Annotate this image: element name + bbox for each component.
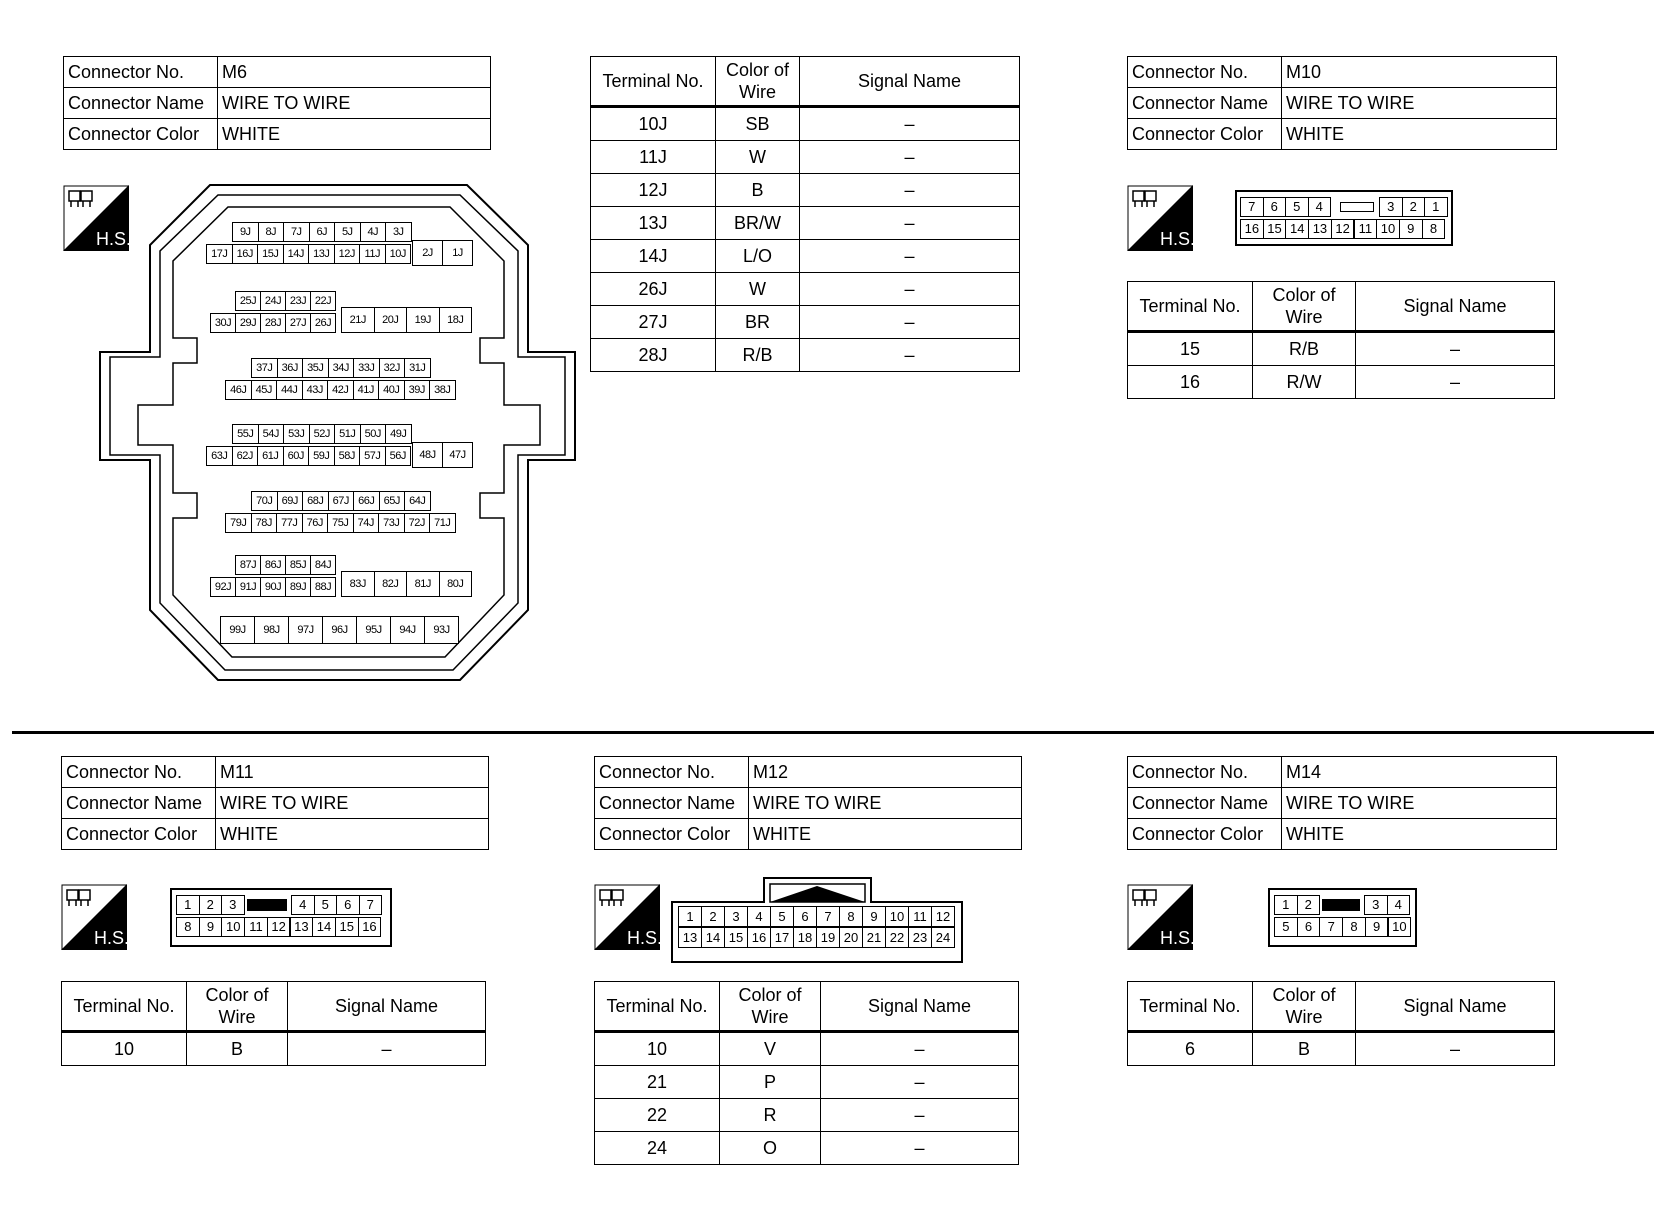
- wire-color-cell: BR/W: [716, 207, 800, 240]
- terminal-pin: 6: [1263, 197, 1287, 217]
- terminal-pin: 9: [862, 906, 886, 927]
- connector-color-label: Connector Color: [62, 819, 216, 850]
- terminal-pin: 2: [1402, 197, 1426, 217]
- terminal-pin: 74J: [353, 513, 380, 533]
- terminal-pin: 5: [1285, 197, 1309, 217]
- terminal-pin: 4: [1387, 895, 1411, 915]
- terminal-row: [1128, 366, 1555, 399]
- terminal-pin: 37J: [251, 358, 278, 378]
- signal-name-cell: –: [288, 1032, 486, 1066]
- terminal-no-header: Terminal No.: [1128, 282, 1253, 332]
- terminal-pin: 15: [335, 917, 359, 937]
- terminal-pin: 17: [770, 927, 794, 948]
- terminal-pin: 73J: [378, 513, 405, 533]
- terminal-row: [1128, 332, 1555, 366]
- terminal-pin: 83J: [341, 571, 375, 597]
- terminal-pin: 8: [1422, 219, 1446, 239]
- terminal-no-cell: 14J: [591, 240, 716, 273]
- terminal-row: [591, 306, 1020, 339]
- signal-name-cell: –: [821, 1066, 1019, 1099]
- terminal-pin: 79J: [225, 513, 252, 533]
- terminal-pin: 22: [885, 927, 909, 948]
- signal-name-cell: –: [821, 1132, 1019, 1165]
- terminal-pin: 65J: [379, 491, 406, 511]
- terminal-pin: 40J: [378, 380, 405, 400]
- terminal-pin: 31J: [404, 358, 431, 378]
- terminal-pin: 1: [678, 906, 702, 927]
- connector-name-label: Connector Name: [595, 788, 749, 819]
- connector-name-value: WIRE TO WIRE: [1282, 788, 1557, 819]
- harness-side-icon: [61, 884, 130, 950]
- terminal-row: [591, 174, 1020, 207]
- terminal-pin: 10J: [385, 244, 412, 264]
- m6-info-table: [63, 56, 491, 150]
- terminal-pin: 36J: [277, 358, 304, 378]
- terminal-pin: 12: [267, 917, 291, 937]
- terminal-row: [62, 1032, 486, 1066]
- connector-color-label: Connector Color: [595, 819, 749, 850]
- m12-info-table: [594, 756, 1022, 850]
- wire-color-cell: P: [720, 1066, 821, 1099]
- connector-color-value: WHITE: [1282, 819, 1557, 850]
- terminal-pin: 18: [793, 927, 817, 948]
- terminal-pin: 4J: [360, 222, 387, 242]
- terminal-row: [595, 1032, 1019, 1066]
- signal-name-header: Signal Name: [800, 57, 1020, 107]
- terminal-pin: 7J: [283, 222, 310, 242]
- terminal-pin: 96J: [322, 616, 357, 644]
- terminal-pin: 89J: [285, 577, 311, 597]
- connector-name-value: WIRE TO WIRE: [218, 88, 491, 119]
- terminal-no-cell: 12J: [591, 174, 716, 207]
- terminal-pin: 70J: [251, 491, 278, 511]
- terminal-pin: 43J: [302, 380, 329, 400]
- terminal-pin: 15J: [257, 244, 284, 264]
- terminal-pin: 14: [312, 917, 336, 937]
- terminal-pin: 16: [747, 927, 771, 948]
- terminal-pin: 7: [1240, 197, 1264, 217]
- terminal-no-cell: 10: [595, 1032, 720, 1066]
- terminal-pin: 69J: [277, 491, 304, 511]
- terminal-pin: 1: [1424, 197, 1448, 217]
- terminal-pin: 30J: [210, 313, 236, 333]
- terminal-pin: 13: [1308, 219, 1332, 239]
- connector-no-value: M11: [216, 757, 489, 788]
- wire-color-cell: W: [716, 273, 800, 306]
- terminal-no-cell: 13J: [591, 207, 716, 240]
- terminal-pin: 22J: [310, 291, 336, 311]
- terminal-pin: 86J: [260, 555, 286, 575]
- terminal-no-header: Terminal No.: [595, 982, 720, 1032]
- terminal-pin: 7: [359, 895, 383, 915]
- terminal-pin: 77J: [276, 513, 303, 533]
- harness-side-icon: [1127, 185, 1196, 251]
- terminal-pin: 44J: [276, 380, 303, 400]
- terminal-pin: 3: [1379, 197, 1403, 217]
- signal-name-cell: –: [800, 240, 1020, 273]
- terminal-pin: 19J: [406, 307, 440, 333]
- connector-no-label: Connector No.: [1128, 57, 1282, 88]
- terminal-pin: 10: [1388, 917, 1412, 937]
- terminal-pin: 91J: [235, 577, 261, 597]
- m10-info-table: [1127, 56, 1557, 150]
- terminal-no-cell: 26J: [591, 273, 716, 306]
- terminal-pin: 7: [816, 906, 840, 927]
- terminal-pin: 47J: [442, 442, 473, 468]
- connector-no-value: M6: [218, 57, 491, 88]
- terminal-pin: 3: [1364, 895, 1388, 915]
- wire-color-cell: B: [1253, 1032, 1356, 1066]
- terminal-pin: 2: [1297, 895, 1321, 915]
- terminal-pin: 21J: [341, 307, 375, 333]
- m12-terminal-table: [594, 981, 1019, 1165]
- terminal-pin: 51J: [334, 424, 361, 444]
- connector-no-value: M14: [1282, 757, 1557, 788]
- terminal-pin: 27J: [285, 313, 311, 333]
- terminal-pin: 35J: [302, 358, 329, 378]
- connector-name-label: Connector Name: [62, 788, 216, 819]
- connector-name-label: Connector Name: [64, 88, 218, 119]
- terminal-row: [595, 1066, 1019, 1099]
- terminal-pin: 61J: [257, 446, 284, 466]
- terminal-pin: 8: [176, 917, 200, 937]
- terminal-pin: 38J: [429, 380, 456, 400]
- terminal-pin: 3J: [385, 222, 412, 242]
- terminal-pin: 34J: [328, 358, 355, 378]
- key-slot: [1322, 899, 1360, 911]
- terminal-pin: 5: [1274, 917, 1298, 937]
- connector-color-value: WHITE: [749, 819, 1022, 850]
- m14-info-table: [1127, 756, 1557, 850]
- m11-terminal-table: [61, 981, 486, 1066]
- terminal-pin: 24: [931, 927, 955, 948]
- terminal-pin: 23: [908, 927, 932, 948]
- terminal-pin: 32J: [379, 358, 406, 378]
- connector-color-label: Connector Color: [1128, 819, 1282, 850]
- terminal-pin: 3: [724, 906, 748, 927]
- terminal-pin: 59J: [308, 446, 335, 466]
- terminal-pin: 11: [244, 917, 268, 937]
- wire-color-header: Color of Wire: [1253, 282, 1356, 332]
- terminal-row: [591, 273, 1020, 306]
- terminal-pin: 68J: [302, 491, 329, 511]
- terminal-pin: 1: [176, 895, 200, 915]
- terminal-pin: 13: [678, 927, 702, 948]
- terminal-pin: 84J: [310, 555, 336, 575]
- connector-name-value: WIRE TO WIRE: [1282, 88, 1557, 119]
- connector-color-label: Connector Color: [1128, 119, 1282, 150]
- terminal-pin: 26J: [310, 313, 336, 333]
- hs-label: H.S.: [96, 229, 132, 249]
- terminal-no-cell: 22: [595, 1099, 720, 1132]
- terminal-pin: 18J: [439, 307, 473, 333]
- terminal-pin: 6: [1297, 917, 1321, 937]
- terminal-pin: 72J: [404, 513, 431, 533]
- terminal-pin: 80J: [439, 571, 473, 597]
- terminal-pin: 49J: [385, 424, 412, 444]
- terminal-row: [591, 141, 1020, 174]
- terminal-pin: 99J: [220, 616, 255, 644]
- connector-no-value: M12: [749, 757, 1022, 788]
- terminal-pin: 85J: [285, 555, 311, 575]
- terminal-pin: 11J: [359, 244, 386, 264]
- terminal-pin: 97J: [288, 616, 323, 644]
- terminal-pin: 63J: [206, 446, 233, 466]
- terminal-pin: 2J: [412, 240, 443, 266]
- connector-no-label: Connector No.: [595, 757, 749, 788]
- wire-color-cell: B: [716, 174, 800, 207]
- wire-color-header: Color of Wire: [720, 982, 821, 1032]
- hs-label: H.S.: [1160, 928, 1196, 948]
- signal-name-header: Signal Name: [1356, 282, 1555, 332]
- terminal-pin: 12J: [334, 244, 361, 264]
- terminal-pin: 23J: [285, 291, 311, 311]
- terminal-pin: 33J: [353, 358, 380, 378]
- terminal-pin: 2: [701, 906, 725, 927]
- terminal-pin: 6: [793, 906, 817, 927]
- terminal-pin: 5: [770, 906, 794, 927]
- terminal-row: [591, 107, 1020, 141]
- terminal-pin: 13J: [308, 244, 335, 264]
- signal-name-header: Signal Name: [821, 982, 1019, 1032]
- terminal-pin: 66J: [353, 491, 380, 511]
- terminal-row: [1128, 1032, 1555, 1066]
- terminal-pin: 45J: [251, 380, 278, 400]
- m6-terminal-table: [590, 56, 1020, 372]
- terminal-no-cell: 15: [1128, 332, 1253, 366]
- terminal-pin: 1: [1274, 895, 1298, 915]
- terminal-pin: 39J: [404, 380, 431, 400]
- terminal-pin: 67J: [328, 491, 355, 511]
- terminal-pin: 94J: [390, 616, 425, 644]
- terminal-pin: 9: [1365, 917, 1389, 937]
- terminal-pin: 54J: [258, 424, 285, 444]
- key-slot: [247, 899, 287, 911]
- terminal-pin: 53J: [283, 424, 310, 444]
- hs-label: H.S.: [1160, 229, 1196, 249]
- key-slot: [1340, 202, 1374, 212]
- connector-color-value: WHITE: [218, 119, 491, 150]
- harness-side-icon: [594, 884, 663, 950]
- terminal-pin: 7: [1319, 917, 1343, 937]
- wire-color-cell: BR: [716, 306, 800, 339]
- terminal-pin: 46J: [225, 380, 252, 400]
- terminal-pin: 76J: [302, 513, 329, 533]
- connector-name-value: WIRE TO WIRE: [216, 788, 489, 819]
- signal-name-cell: –: [800, 174, 1020, 207]
- connector-name-value: WIRE TO WIRE: [749, 788, 1022, 819]
- wire-color-cell: W: [716, 141, 800, 174]
- signal-name-cell: –: [1356, 366, 1555, 399]
- terminal-pin: 14J: [283, 244, 310, 264]
- terminal-pin: 81J: [406, 571, 440, 597]
- terminal-pin: 12: [1331, 219, 1355, 239]
- terminal-pin: 42J: [327, 380, 354, 400]
- harness-side-icon: [1127, 884, 1196, 950]
- signal-name-cell: –: [800, 306, 1020, 339]
- terminal-pin: 57J: [359, 446, 386, 466]
- terminal-pin: 20J: [374, 307, 408, 333]
- terminal-pin: 52J: [309, 424, 336, 444]
- terminal-no-cell: 16: [1128, 366, 1253, 399]
- terminal-pin: 50J: [360, 424, 387, 444]
- terminal-no-cell: 27J: [591, 306, 716, 339]
- terminal-pin: 5J: [334, 222, 361, 242]
- terminal-no-header: Terminal No.: [62, 982, 187, 1032]
- wire-color-header: Color of Wire: [1253, 982, 1356, 1032]
- terminal-pin: 87J: [235, 555, 261, 575]
- terminal-pin: 11: [908, 906, 932, 927]
- terminal-pin: 62J: [232, 446, 259, 466]
- terminal-row: [595, 1132, 1019, 1165]
- terminal-pin: 98J: [254, 616, 289, 644]
- terminal-pin: 24J: [260, 291, 286, 311]
- wire-color-cell: B: [187, 1032, 288, 1066]
- terminal-pin: 71J: [429, 513, 456, 533]
- terminal-pin: 90J: [260, 577, 286, 597]
- terminal-pin: 17J: [206, 244, 233, 264]
- terminal-pin: 82J: [374, 571, 408, 597]
- terminal-pin: 6J: [309, 222, 336, 242]
- wire-color-cell: SB: [716, 107, 800, 141]
- terminal-no-cell: 10J: [591, 107, 716, 141]
- terminal-pin: 16J: [232, 244, 259, 264]
- terminal-pin: 93J: [424, 616, 459, 644]
- terminal-pin: 12: [931, 906, 955, 927]
- m11-info-table: [61, 756, 489, 850]
- signal-name-header: Signal Name: [288, 982, 486, 1032]
- connector-color-value: WHITE: [216, 819, 489, 850]
- connector-name-label: Connector Name: [1128, 88, 1282, 119]
- terminal-pin: 4: [291, 895, 315, 915]
- terminal-pin: 60J: [283, 446, 310, 466]
- connector-color-label: Connector Color: [64, 119, 218, 150]
- terminal-pin: 29J: [235, 313, 261, 333]
- wire-color-cell: R/W: [1253, 366, 1356, 399]
- terminal-pin: 14: [1285, 219, 1309, 239]
- section-divider: [12, 731, 1654, 734]
- terminal-pin: 6: [336, 895, 360, 915]
- wire-color-header: Color of Wire: [716, 57, 800, 107]
- terminal-pin: 14: [701, 927, 725, 948]
- terminal-pin: 11: [1354, 219, 1378, 239]
- terminal-pin: 9J: [232, 222, 259, 242]
- signal-name-cell: –: [800, 141, 1020, 174]
- terminal-no-cell: 10: [62, 1032, 187, 1066]
- m10-terminal-table: [1127, 281, 1555, 399]
- terminal-pin: 75J: [327, 513, 354, 533]
- terminal-pin: 8J: [258, 222, 285, 242]
- terminal-pin: 4: [747, 906, 771, 927]
- terminal-row: [591, 240, 1020, 273]
- wire-color-cell: L/O: [716, 240, 800, 273]
- terminal-pin: 8: [1342, 917, 1366, 937]
- terminal-no-cell: 24: [595, 1132, 720, 1165]
- terminal-no-cell: 11J: [591, 141, 716, 174]
- terminal-no-cell: 6: [1128, 1032, 1253, 1066]
- hs-label: H.S.: [627, 928, 663, 948]
- hs-label: H.S.: [94, 928, 130, 948]
- terminal-pin: 64J: [404, 491, 431, 511]
- terminal-pin: 78J: [251, 513, 278, 533]
- signal-name-cell: –: [821, 1032, 1019, 1066]
- terminal-pin: 19: [816, 927, 840, 948]
- wire-color-cell: R: [720, 1099, 821, 1132]
- connector-no-value: M10: [1282, 57, 1557, 88]
- signal-name-cell: –: [1356, 1032, 1555, 1066]
- terminal-pin: 25J: [235, 291, 261, 311]
- terminal-pin: 10: [221, 917, 245, 937]
- terminal-pin: 1J: [442, 240, 473, 266]
- connector-no-label: Connector No.: [64, 57, 218, 88]
- connector-name-label: Connector Name: [1128, 788, 1282, 819]
- terminal-pin: 28J: [260, 313, 286, 333]
- terminal-pin: 41J: [353, 380, 380, 400]
- connector-no-label: Connector No.: [1128, 757, 1282, 788]
- terminal-pin: 15: [1263, 219, 1287, 239]
- terminal-pin: 9: [199, 917, 223, 937]
- signal-name-cell: –: [800, 273, 1020, 306]
- wire-color-cell: V: [720, 1032, 821, 1066]
- terminal-pin: 20: [839, 927, 863, 948]
- terminal-pin: 10: [885, 906, 909, 927]
- terminal-no-cell: 28J: [591, 339, 716, 372]
- terminal-pin: 13: [290, 917, 314, 937]
- terminal-pin: 56J: [385, 446, 412, 466]
- terminal-pin: 5: [314, 895, 338, 915]
- signal-name-cell: –: [800, 207, 1020, 240]
- terminal-pin: 88J: [310, 577, 336, 597]
- terminal-pin: 21: [862, 927, 886, 948]
- connector-color-value: WHITE: [1282, 119, 1557, 150]
- signal-name-header: Signal Name: [1356, 982, 1555, 1032]
- terminal-row: [595, 1099, 1019, 1132]
- terminal-pin: 2: [199, 895, 223, 915]
- connector-no-label: Connector No.: [62, 757, 216, 788]
- signal-name-cell: –: [800, 339, 1020, 372]
- wire-color-cell: R/B: [716, 339, 800, 372]
- terminal-pin: 4: [1308, 197, 1332, 217]
- terminal-pin: 48J: [412, 442, 443, 468]
- wire-color-header: Color of Wire: [187, 982, 288, 1032]
- signal-name-cell: –: [821, 1099, 1019, 1132]
- m14-terminal-table: [1127, 981, 1555, 1066]
- terminal-row: [591, 339, 1020, 372]
- terminal-pin: 55J: [232, 424, 259, 444]
- terminal-pin: 8: [839, 906, 863, 927]
- terminal-no-header: Terminal No.: [1128, 982, 1253, 1032]
- terminal-row: [591, 207, 1020, 240]
- terminal-pin: 15: [724, 927, 748, 948]
- wire-color-cell: R/B: [1253, 332, 1356, 366]
- terminal-pin: 9: [1399, 219, 1423, 239]
- terminal-no-header: Terminal No.: [591, 57, 716, 107]
- terminal-pin: 3: [221, 895, 245, 915]
- signal-name-cell: –: [1356, 332, 1555, 366]
- terminal-no-cell: 21: [595, 1066, 720, 1099]
- terminal-pin: 10: [1376, 219, 1400, 239]
- terminal-pin: 95J: [356, 616, 391, 644]
- wire-color-cell: O: [720, 1132, 821, 1165]
- terminal-pin: 58J: [334, 446, 361, 466]
- signal-name-cell: –: [800, 107, 1020, 141]
- terminal-pin: 16: [1240, 219, 1264, 239]
- terminal-pin: 16: [358, 917, 382, 937]
- terminal-pin: 92J: [210, 577, 236, 597]
